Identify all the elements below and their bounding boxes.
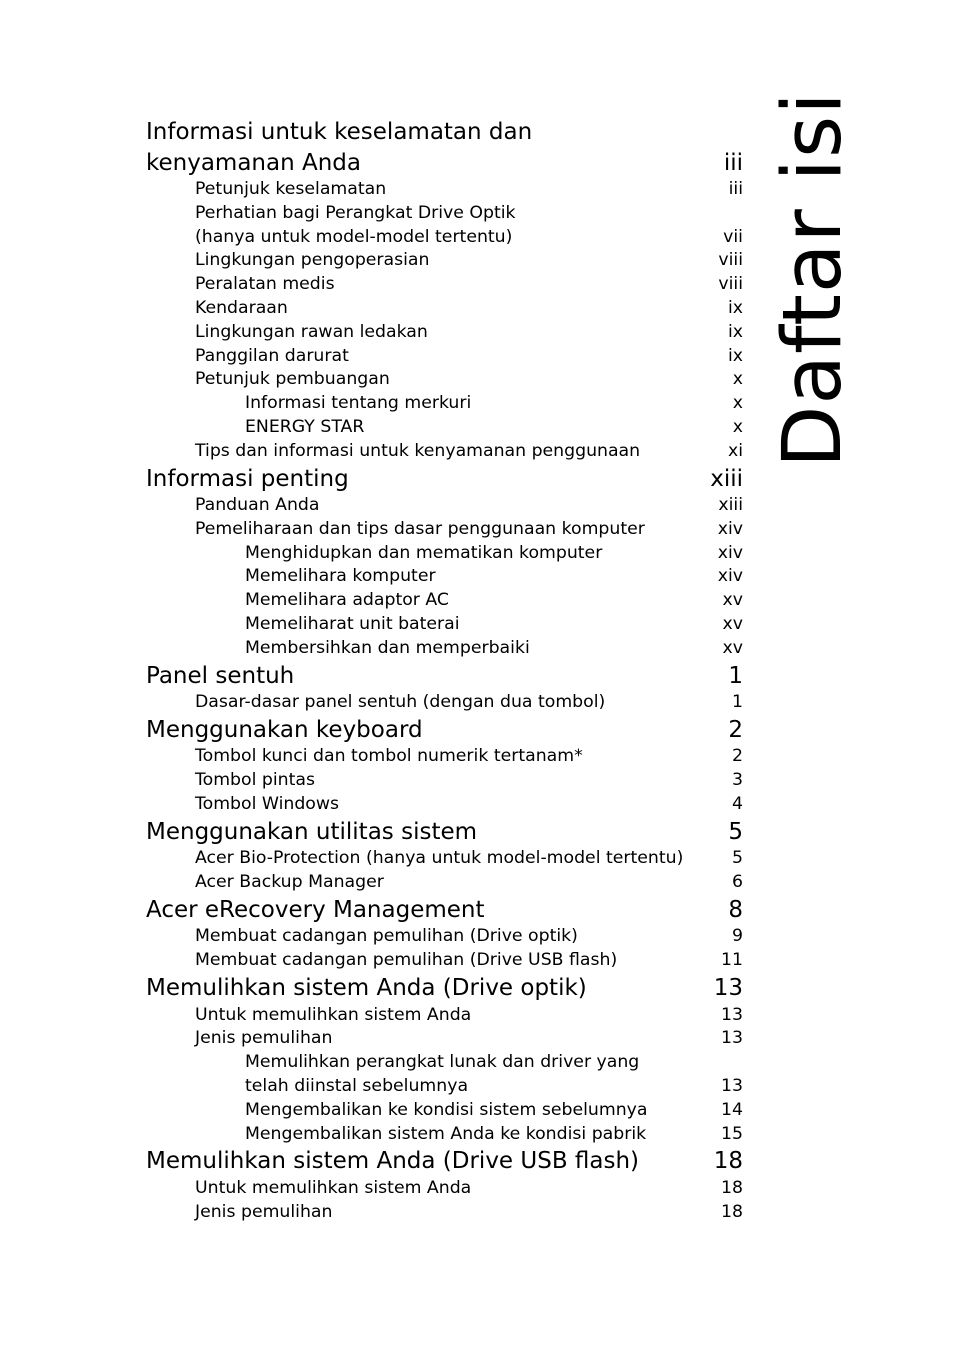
toc-entry-level-1[interactable] (146, 1146, 743, 1177)
toc-entry-title: ENERGY STAR (245, 416, 365, 437)
toc-entry-title: Panduan Anda (195, 495, 320, 516)
toc-entry-title: Mengembalikan ke kondisi sistem sebelumnya (245, 1099, 648, 1120)
toc-entry-page-number: 9 (732, 926, 743, 947)
toc-entry-page-number: 18 (721, 1177, 743, 1198)
toc-entry-level-2[interactable] (146, 769, 743, 793)
toc-entry-level-3[interactable] (146, 613, 743, 637)
toc-entry-level-3[interactable] (146, 589, 743, 613)
toc-entry-page-number: 1 (732, 692, 743, 713)
toc-entry-page-number: xiv (717, 542, 743, 563)
toc-entry-level-3[interactable] (146, 542, 743, 566)
toc-entry-level-1[interactable] (146, 895, 743, 926)
toc-entry-title: Menghidupkan dan mematikan komputer (245, 542, 603, 563)
toc-entry-title: Memulihkan sistem Anda (Drive optik) (146, 975, 587, 1002)
toc-entry-level-2[interactable] (146, 249, 743, 273)
toc-entry-title: Acer Bio-Protection (hanya untuk model-model tertentu) (195, 848, 684, 869)
toc-entry-level-2[interactable] (146, 440, 743, 464)
toc-entry-page-number: 5 (732, 848, 743, 869)
toc-entry-title: Membersihkan dan memperbaiki (245, 637, 530, 658)
toc-entry-page-number: ix (727, 297, 743, 318)
toc-entry-page-number: xv (722, 637, 743, 658)
toc-entry-page-number: xv (722, 590, 743, 611)
toc-entry-title: Mengembalikan sistem Anda ke kondisi pabrik (245, 1123, 647, 1144)
toc-entry-level-2[interactable] (146, 793, 743, 817)
toc-entry-title: Lingkungan rawan ledakan (195, 321, 428, 342)
toc-entry-level-2[interactable] (146, 745, 743, 769)
toc-entry-level-1[interactable] (146, 117, 743, 178)
toc-entry-title: Pemeliharaan dan tips dasar penggunaan komputer (195, 518, 645, 539)
toc-entry-page-number: ix (727, 321, 743, 342)
toc-entry-level-3[interactable] (146, 1051, 743, 1099)
toc-entry-page-number: 18 (713, 1148, 743, 1175)
toc-entry-level-2[interactable] (146, 847, 743, 871)
toc-entry-title: Memulihkan sistem Anda (Drive USB flash) (146, 1148, 640, 1175)
toc-entry-level-2[interactable] (146, 202, 743, 250)
toc-entry-title: Tombol kunci dan tombol numerik tertanam* (195, 746, 583, 767)
toc-entry-page-number: ix (727, 345, 743, 366)
toc-entry-page-number: 18 (721, 1201, 743, 1222)
toc-entry-level-1[interactable] (146, 817, 743, 848)
toc-entry-level-2[interactable] (146, 1177, 743, 1201)
toc-entry-title: Informasi untuk keselamatan dan kenyamanan Anda (146, 119, 533, 176)
toc-entry-title: Memelihara adaptor AC (245, 590, 449, 611)
toc-entry-level-3[interactable] (146, 416, 743, 440)
toc-entry-title: Jenis pemulihan (195, 1201, 333, 1222)
toc-entry-title: Untuk memulihkan sistem Anda (195, 1177, 472, 1198)
toc-entry-title: Informasi penting (146, 465, 349, 492)
toc-entry-level-2[interactable] (146, 494, 743, 518)
toc-entry-title: Tombol Windows (195, 794, 340, 815)
toc-entry-level-2[interactable] (146, 321, 743, 345)
toc-entry-level-1[interactable] (146, 464, 743, 495)
toc-entry-page-number: viii (718, 250, 743, 271)
toc-entry-title: Acer Backup Manager (195, 872, 384, 893)
toc-entry-title: Memeliharat unit baterai (245, 614, 460, 635)
toc-entry-page-number: 3 (732, 770, 743, 791)
toc-entry-level-2[interactable] (146, 178, 743, 202)
toc-entry-level-2[interactable] (146, 691, 743, 715)
toc-entry-page-number: 14 (721, 1099, 743, 1120)
toc-entry-page-number: 6 (732, 872, 743, 893)
toc-entry-page-number: x (732, 416, 743, 437)
toc-entry-title: Untuk memulihkan sistem Anda (195, 1004, 472, 1025)
toc-entry-page-number: x (732, 393, 743, 414)
toc-entry-level-2[interactable] (146, 1027, 743, 1051)
toc-entry-page-number: viii (718, 274, 743, 295)
toc-entry-level-1[interactable] (146, 661, 743, 692)
toc-entry-title: Lingkungan pengoperasian (195, 250, 430, 271)
toc-entry-title: Petunjuk pembuangan (195, 369, 390, 390)
toc-entry-title: Jenis pemulihan (195, 1028, 333, 1049)
toc-entry-page-number: 11 (721, 950, 743, 971)
toc-entry-level-2[interactable] (146, 345, 743, 369)
toc-entry-page-number: 4 (732, 794, 743, 815)
toc-entry-level-2[interactable] (146, 949, 743, 973)
toc-entry-title: Memulihkan perangkat lunak dan driver yang telah diinstal sebelumnya (245, 1052, 640, 1096)
toc-entry-page-number: 5 (728, 818, 743, 845)
toc-entry-page-number: 13 (713, 975, 743, 1002)
toc-entry-page-number: xv (722, 614, 743, 635)
toc-entry-level-1[interactable] (146, 715, 743, 746)
toc-entry-title: Memelihara komputer (245, 566, 436, 587)
toc-entry-page-number: 2 (728, 716, 743, 743)
toc-entry-title: Menggunakan utilitas sistem (146, 818, 478, 845)
toc-entry-page-number: 13 (721, 1028, 743, 1049)
page-title: Daftar isi (766, 91, 860, 468)
toc-entry-page-number: iii (723, 149, 743, 176)
toc-entry-level-3[interactable] (146, 1123, 743, 1147)
toc-entry-page-number: 1 (728, 662, 743, 689)
toc-entry-title: Membuat cadangan pemulihan (Drive optik) (195, 926, 578, 947)
toc-entry-level-3[interactable] (146, 392, 743, 416)
toc-entry-page-number: xiv (717, 566, 743, 587)
toc-entry-level-2[interactable] (146, 1004, 743, 1028)
toc-entry-title: Menggunakan keyboard (146, 716, 423, 743)
toc-entry-level-2[interactable] (146, 273, 743, 297)
toc-entry-level-2[interactable] (146, 925, 743, 949)
toc-entry-level-2[interactable] (146, 871, 743, 895)
toc-entry-title: Perhatian bagi Perangkat Drive Optik (hanya untuk model-model tertentu) (195, 202, 516, 247)
toc-entry-page-number: 2 (732, 746, 743, 767)
toc-entry-level-3[interactable] (146, 637, 743, 661)
toc-entry-page-number: 13 (721, 1075, 743, 1096)
toc-entry-title: Informasi tentang merkuri (245, 393, 472, 414)
toc-entry-level-3[interactable] (146, 1099, 743, 1123)
toc-entry-page-number: xi (727, 440, 743, 461)
toc-entry-level-3[interactable] (146, 565, 743, 589)
toc-entry-title: Kendaraan (195, 297, 288, 318)
toc-entry-title: Tombol pintas (195, 770, 315, 791)
toc-entry-level-2[interactable] (146, 518, 743, 542)
toc-entry-title: Tips dan informasi untuk kenyamanan penggunaan (195, 440, 641, 461)
toc-entry-title: Membuat cadangan pemulihan (Drive USB flash) (195, 950, 618, 971)
toc-entry-title: Peralatan medis (195, 274, 335, 295)
toc-entry-page-number: x (732, 369, 743, 390)
toc-entry-level-2[interactable] (146, 297, 743, 321)
toc-entry-title: Panel sentuh (146, 662, 295, 689)
toc-entry-page-number: xiii (710, 465, 743, 492)
toc-entry-page-number: 15 (721, 1123, 743, 1144)
toc-entry-title: Acer eRecovery Management (146, 896, 485, 923)
toc-entry-page-number: vii (723, 226, 743, 247)
toc-entry-title: Panggilan darurat (195, 345, 349, 366)
toc-entry-level-2[interactable] (146, 368, 743, 392)
toc-entry-page-number: iii (728, 179, 743, 199)
toc-entry-level-2[interactable] (146, 1201, 743, 1225)
toc-entry-page-number: 8 (728, 896, 743, 923)
table-of-contents (146, 117, 743, 1224)
toc-entry-level-1[interactable] (146, 973, 743, 1004)
toc-entry-page-number: xiii (718, 495, 743, 516)
toc-entry-page-number: 13 (721, 1004, 743, 1025)
toc-entry-title: Dasar-dasar panel sentuh (dengan dua tombol) (195, 692, 606, 713)
toc-entry-title: Petunjuk keselamatan (195, 179, 387, 199)
toc-entry-page-number: xiv (717, 518, 743, 539)
